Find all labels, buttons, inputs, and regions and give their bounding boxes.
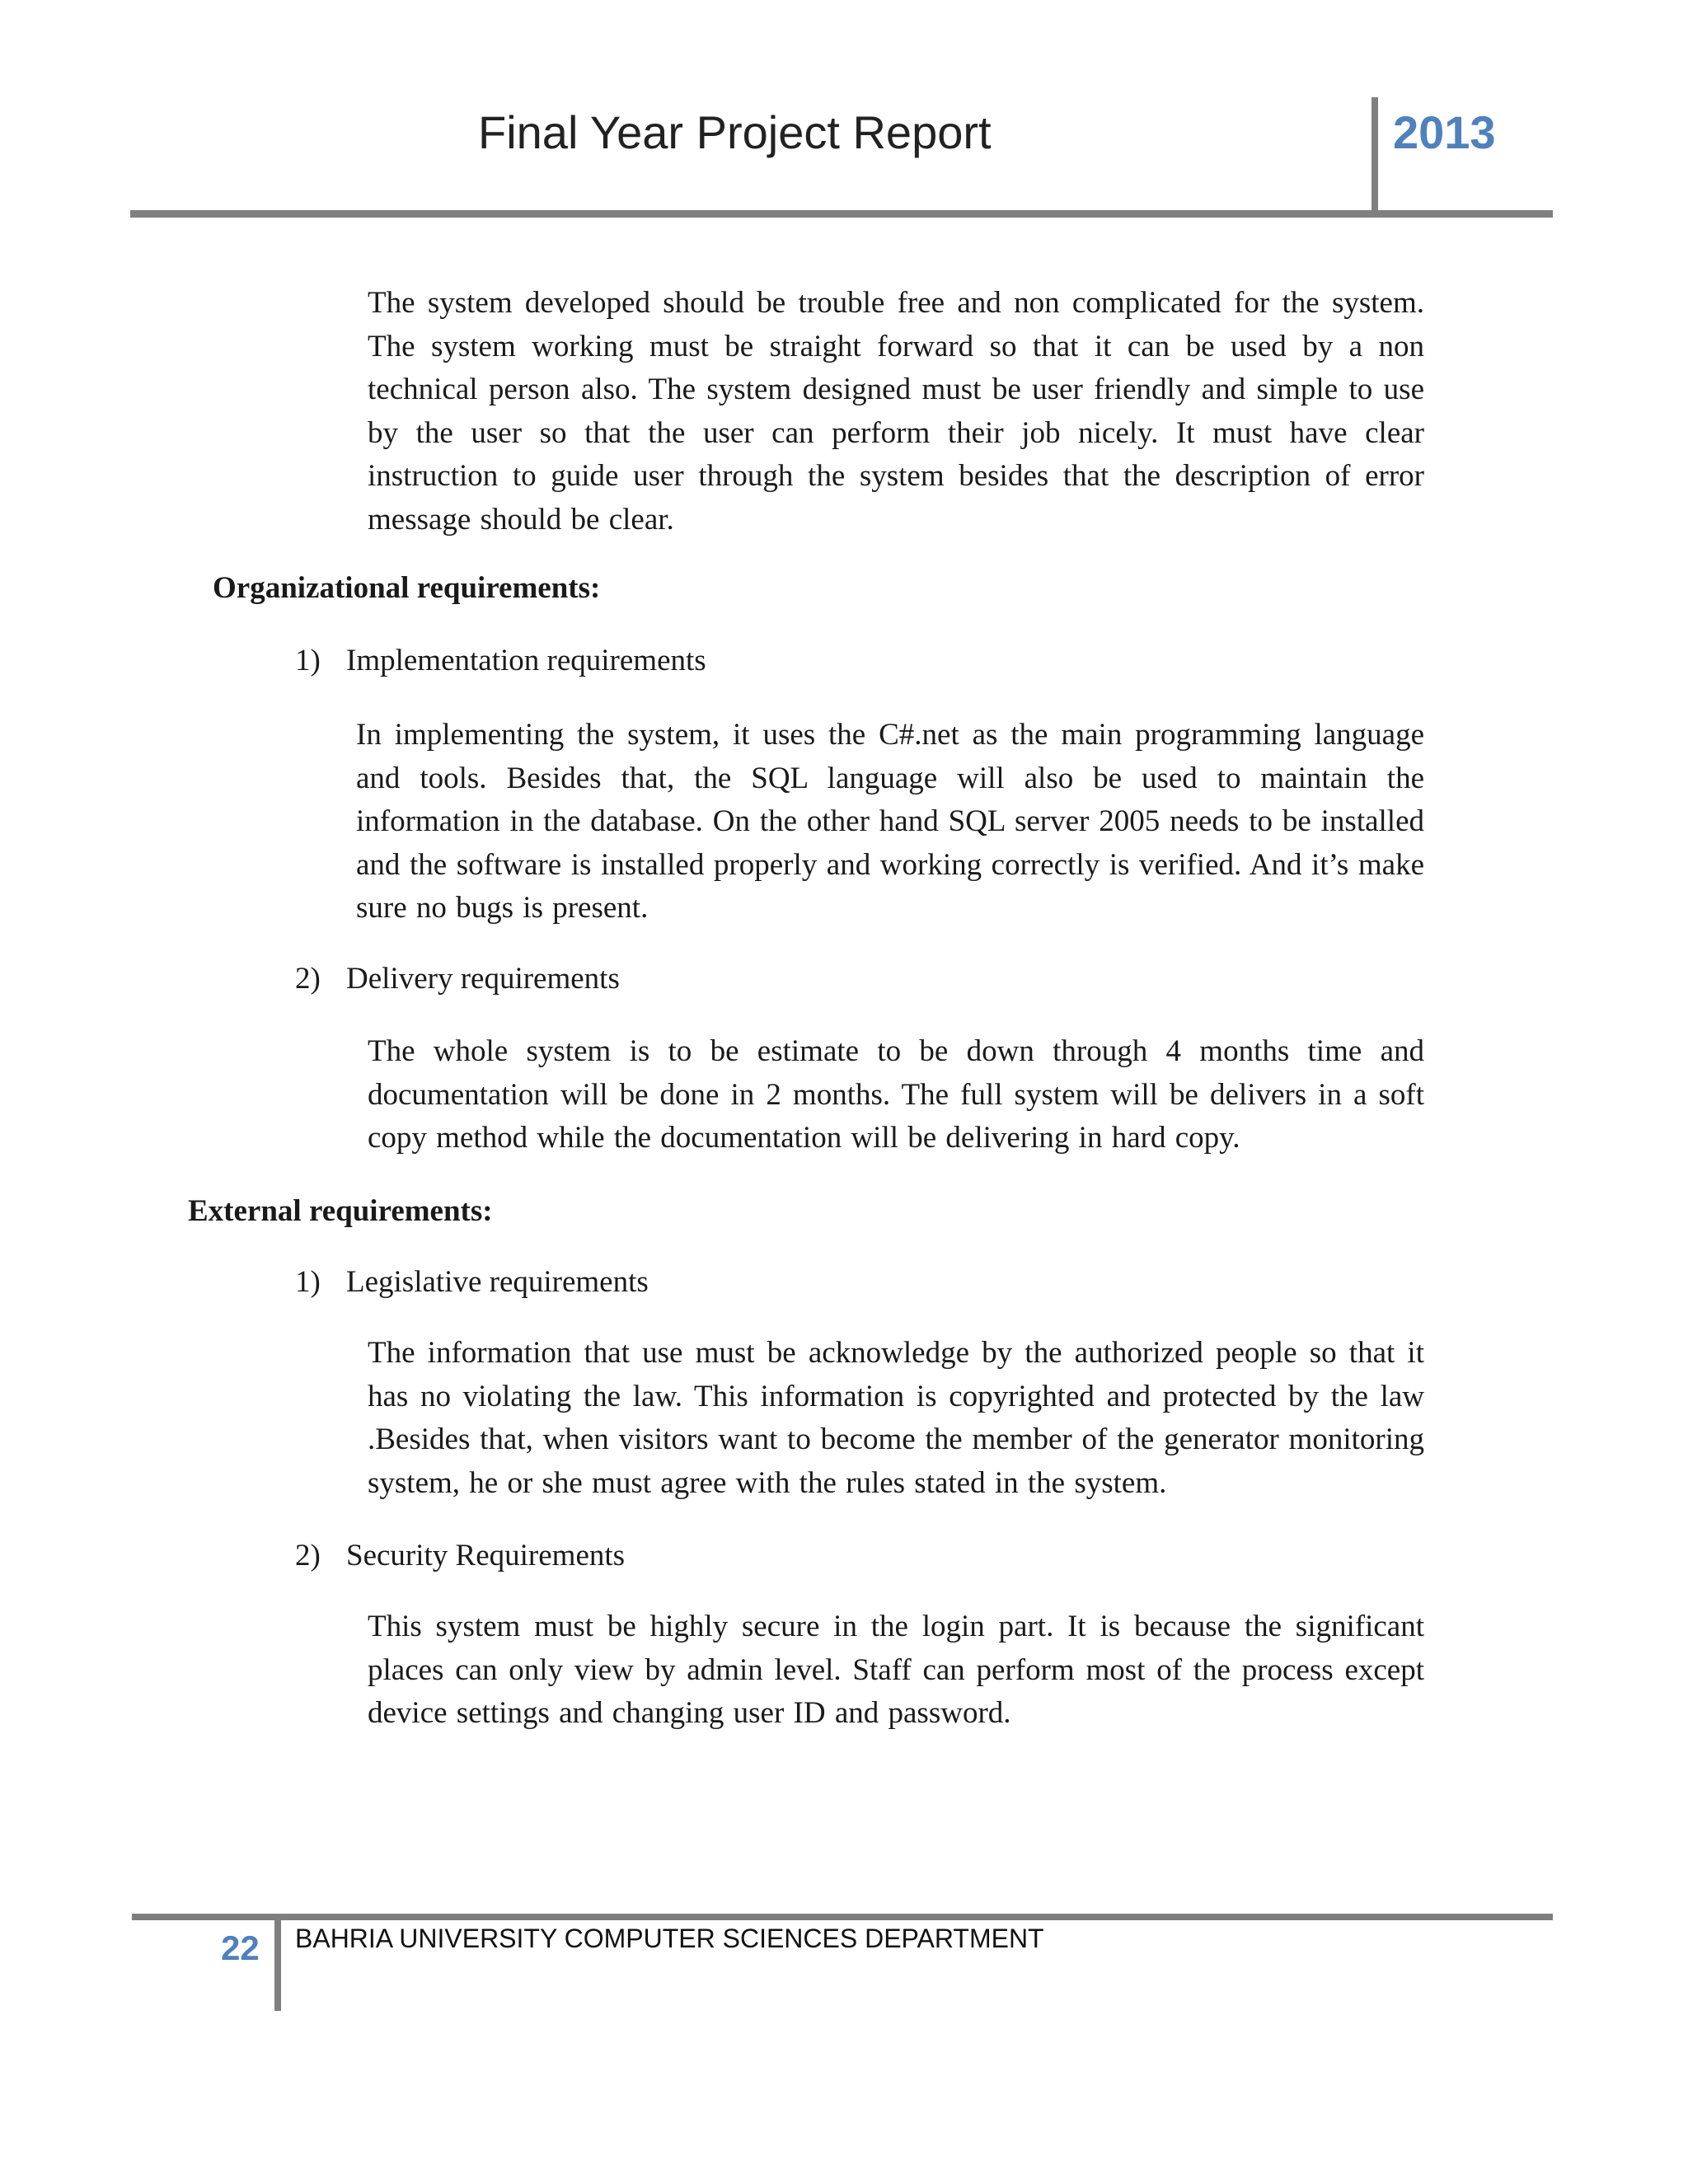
section-heading-external: External requirements:: [188, 1194, 493, 1228]
subheading-security: [295, 1538, 625, 1573]
subheading-implementation: [295, 643, 706, 678]
header-rule: [130, 210, 1553, 218]
implementation-paragraph: In implementing the system, it uses the C#.net as the main programming language and tools. Besides that, the SQL language will also be used to maintain the information in the database. On the other hand SQL server 2005 needs to be installed and the software is installed properly and working correctly is verified. And it’s make sure no bugs is present.: [356, 718, 1424, 925]
footer-divider: [274, 1914, 281, 2011]
header-year: 2013: [1393, 106, 1496, 158]
subheading-delivery: [295, 961, 620, 996]
intro-paragraph: The system developed should be trouble free and non complicated for the system. The system working must be straight forward so that it can be used by a non technical person also. The system designed must be user friendly and simple to use by the user so that the user can perform their job nicely. It must have clear instruction to guide user through the system besides that the description of error message should be clear.: [368, 286, 1424, 537]
page-title: Final Year Project Report: [478, 106, 992, 158]
legislative-paragraph: The information that use must be acknowledge by the authorized people so that it has no violating the law. This information is copyrighted and protected by the law .Besides that, when visitors want to become the member of the generator monitoring system, he or she must agree with the rules stated in the system.: [368, 1336, 1424, 1500]
item-number: 1): [295, 1265, 321, 1299]
page-number: 22: [221, 1929, 260, 1967]
section-heading-organizational: Organizational requirements:: [213, 571, 601, 605]
item-title: Delivery requirements: [346, 962, 620, 996]
item-number: 2): [295, 1539, 321, 1572]
delivery-paragraph: The whole system is to be estimate to be down through 4 months time and documentation will be done in 2 months. The full system will be delivers in a soft copy method while the documentation will be delivering in hard copy.: [368, 1034, 1424, 1155]
footer-department: BAHRIA UNIVERSITY COMPUTER SCIENCES DEPARTMENT: [295, 1924, 1044, 1953]
subheading-legislative: [295, 1264, 649, 1300]
item-title: Legislative requirements: [346, 1265, 649, 1299]
item-number: 2): [295, 962, 321, 996]
item-title: Implementation requirements: [346, 644, 706, 677]
security-paragraph: This system must be highly secure in the login part. It is because the significant places can only view by admin level. Staff can perform most of the process except device settings and changing user ID and password.: [368, 1610, 1424, 1730]
footer-rule: [132, 1914, 1553, 1920]
item-title: Security Requirements: [346, 1539, 626, 1572]
header-divider: [1372, 97, 1378, 214]
item-number: 1): [295, 644, 321, 677]
